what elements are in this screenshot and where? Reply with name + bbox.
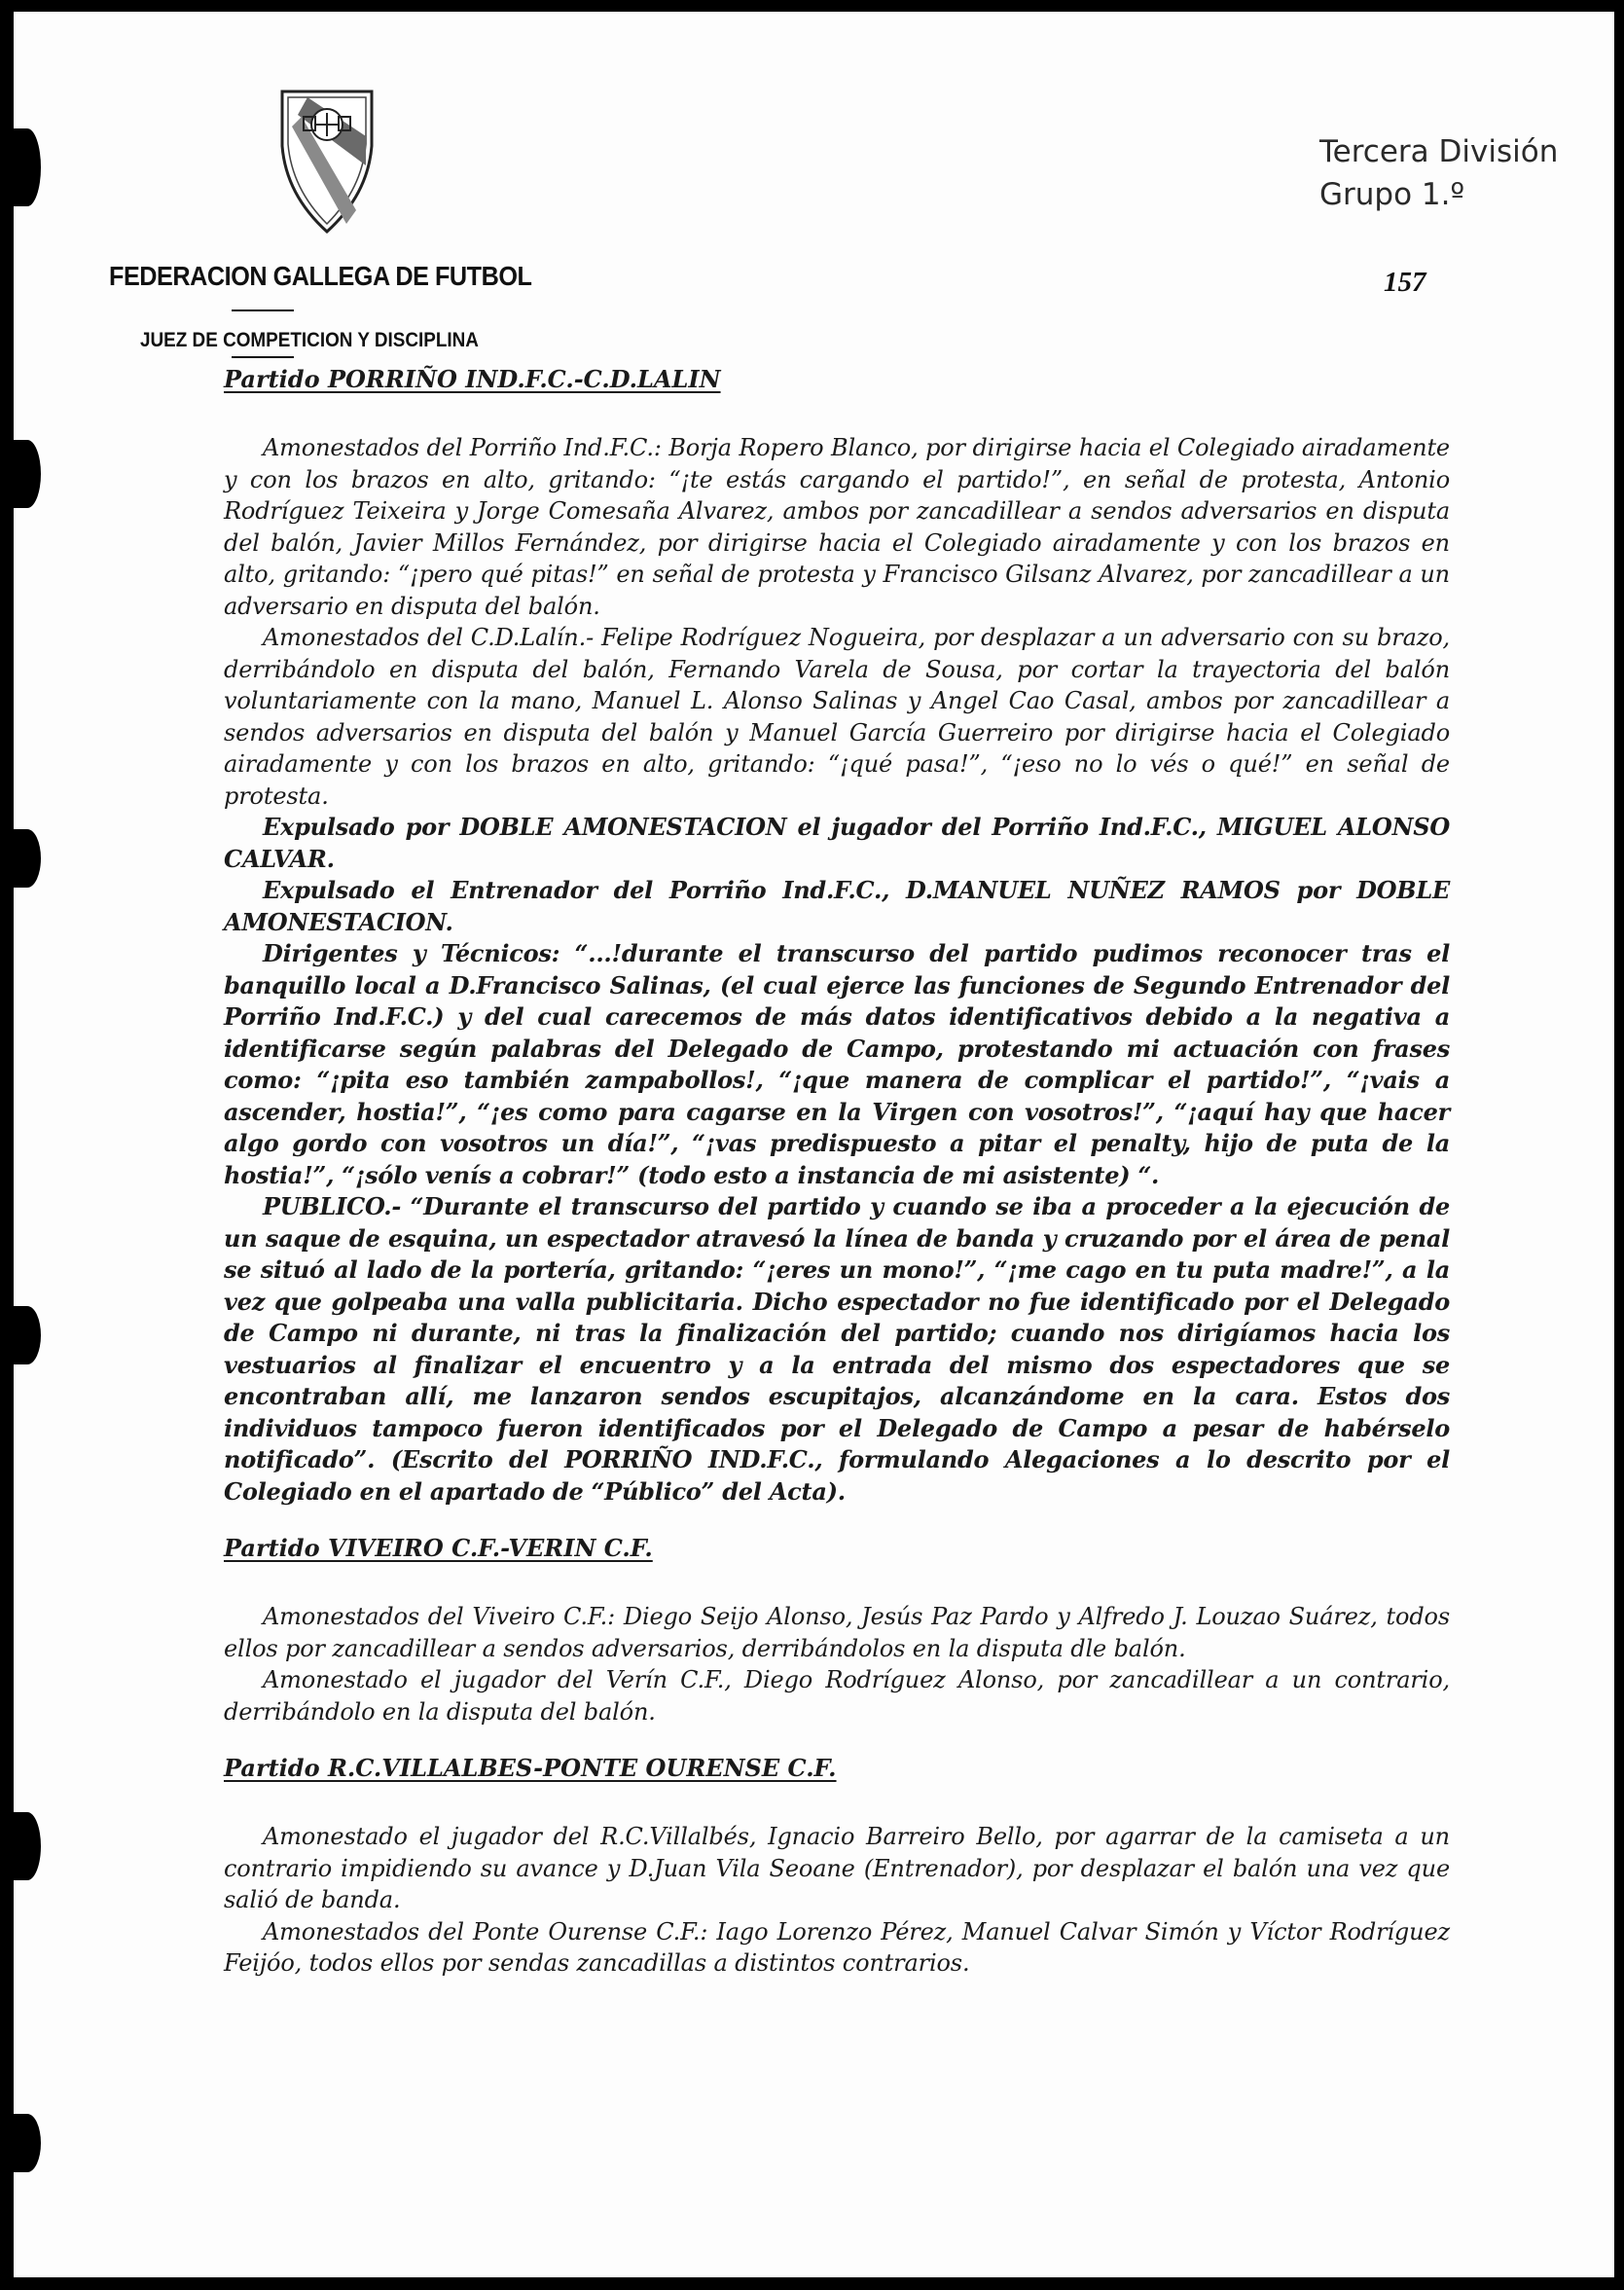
scan-edge-mark bbox=[14, 2114, 41, 2172]
public-report-paragraph: PUBLICO.- “Durante el transcurso del partido y cuando se iba a proceder a la ejecución de un saque de esquina, un espectador atravesó la línea de banda y cruzando por el área de penal se situó al lado de la portería, gritando: “¡eres un mono!”, “¡me cago en tu puta madre!”, a la vez que golpeaba una valla publicitaria. Dicho espectador no fue identificado por el Delegado de Campo ni durante, ni tras la finalización del partido; cuando nos dirigíamos hacia los vestuarios al finalizar el encuentro y a la entrada del mismo dos espectadores que se encontraban allí, me lanzaron sendos escupitajos, alcanzándome en la cara. Estos dos individuos tampoco fueron identificados por el Delegado de Campo a pesar de habérselo notificado”. (Escrito del PORRIÑO IND.F.C., formulando Alegaciones a lo descrito por el Colegiado en el apartado de “Público” del Acta). bbox=[224, 1192, 1450, 1506]
match-section bbox=[208, 1533, 1450, 1727]
sanction-paragraph: Amonestados del Ponte Ourense C.F.: Iago Lorenzo Pérez, Manuel Calvar Simón y Víctor Rodríguez Feijóo, todos ellos por sendas zancadillas a distintos contrarios. bbox=[224, 1917, 1450, 1977]
group-label: Grupo 1.º bbox=[1319, 177, 1465, 212]
department-name: JUEZ DE COMPETICION Y DISCIPLINA bbox=[140, 329, 479, 351]
match-title: Partido VIVEIRO C.F.-VERIN C.F. bbox=[224, 1534, 653, 1562]
page-number: 157 bbox=[1384, 267, 1426, 298]
match-title: Partido PORRIÑO IND.F.C.-C.D.LALIN bbox=[224, 365, 721, 393]
scan-edge-mark bbox=[14, 1812, 41, 1880]
shield-crest-icon bbox=[278, 88, 376, 236]
division-label: Tercera División bbox=[1319, 134, 1559, 169]
sanction-paragraph: Amonestados del Viveiro C.F.: Diego Seijo Alonso, Jesús Paz Pardo y Alfredo J. Louzao Suárez, todos ellos por zancadillear a sendos adversarios, derribándolos en la disputa dle balón. bbox=[224, 1603, 1450, 1662]
expulsion-paragraph: Expulsado el Entrenador del Porriño Ind.F.C., D.MANUEL NUÑEZ RAMOS por DOBLE AMONESTACION. bbox=[224, 876, 1450, 936]
division-header bbox=[1319, 130, 1558, 216]
document-body bbox=[208, 364, 1450, 2005]
expulsion-paragraph: Expulsado por DOBLE AMONESTACION el jugador del Porriño Ind.F.C., MIGUEL ALONSO CALVAR. bbox=[224, 813, 1450, 873]
sanction-paragraph: Amonestado el jugador del Verín C.F., Diego Rodríguez Alonso, por zancadillear a un contrario, derribándolo en la disputa del balón. bbox=[224, 1666, 1450, 1726]
sanction-paragraph: Amonestado el jugador del R.C.Villalbés, Ignacio Barreiro Bello, por agarrar de la camiseta a un contrario impidiendo su avance y D.Juan Vila Seoane (Entrenador), por desplazar el balón una vez que salió de banda. bbox=[224, 1823, 1450, 1913]
sanction-paragraph: Amonestados del Porriño Ind.F.C.: Borja Ropero Blanco, por dirigirse hacia el Colegiado airadamente y con los brazos en alto, gritando: “¡te estás cargando el partido!”, en señal de protesta, Antonio Rodríguez Teixeira y Jorge Comesaña Alvarez, ambos por zancadillear a sendos adversarios en disputa del balón, Javier Millos Fernández, por dirigirse hacia el Colegiado airadamente y con los brazos en alto, gritando: “¡pero qué pitas!” en señal de protesta y Francisco Gilsanz Alvarez, por zancadillear a un adversario en disputa del balón. bbox=[224, 434, 1450, 620]
match-section bbox=[208, 1753, 1450, 1980]
header-divider bbox=[232, 356, 294, 358]
sanction-paragraph: Amonestados del C.D.Lalín.- Felipe Rodríguez Nogueira, por desplazar a un adversario con su brazo, derribándolo en disputa del balón, Fernando Varela de Sousa, por cortar la trayectoria del balón voluntariamente con la mano, Manuel L. Alonso Salinas y Angel Cao Casal, ambos por zancadillear a sendos adversarios en disputa del balón y Manuel García Guerreiro por dirigirse hacia el Colegiado airadamente y con los brazos en alto, gritando: “¡qué pasa!”, “¡eso no lo vés o qué!” en señal de protesta. bbox=[224, 624, 1450, 810]
scan-edge-mark bbox=[14, 128, 41, 206]
scan-edge-mark bbox=[14, 440, 41, 508]
header-divider bbox=[232, 309, 294, 311]
officials-report-paragraph: Dirigentes y Técnicos: “...!durante el transcurso del partido pudimos reconocer tras el banquillo local a D.Francisco Salinas, (el cual ejerce las funciones de Segundo Entrenador del Porriño Ind.F.C.) y del cual carecemos de más datos identificativos debido a la negativa a identificarse según palabras del Delegado de Campo, protestando mi actuación con frases como: “¡pita eso también zampabollos!, “¡que manera de complicar el partido!”, “¡vais a ascender, hostia!”, “¡es como para cagarse en la Virgen con vosotros!”, “¡aquí hay que hacer algo gordo con vosotros un día!”, “¡vas predispuesto a pitar el penalty, hijo de puta de la hostia!”, “¡sólo venís a cobrar!” (todo esto a instancia de mi asistente) “. bbox=[224, 939, 1450, 1189]
federation-name: FEDERACION GALLEGA DE FUTBOL bbox=[109, 261, 532, 291]
document-page bbox=[14, 12, 1614, 2277]
scan-edge-mark bbox=[14, 1306, 41, 1364]
scan-edge-mark bbox=[14, 829, 41, 888]
match-section bbox=[208, 364, 1450, 1508]
match-title: Partido R.C.VILLALBES-PONTE OURENSE C.F. bbox=[224, 1754, 837, 1782]
